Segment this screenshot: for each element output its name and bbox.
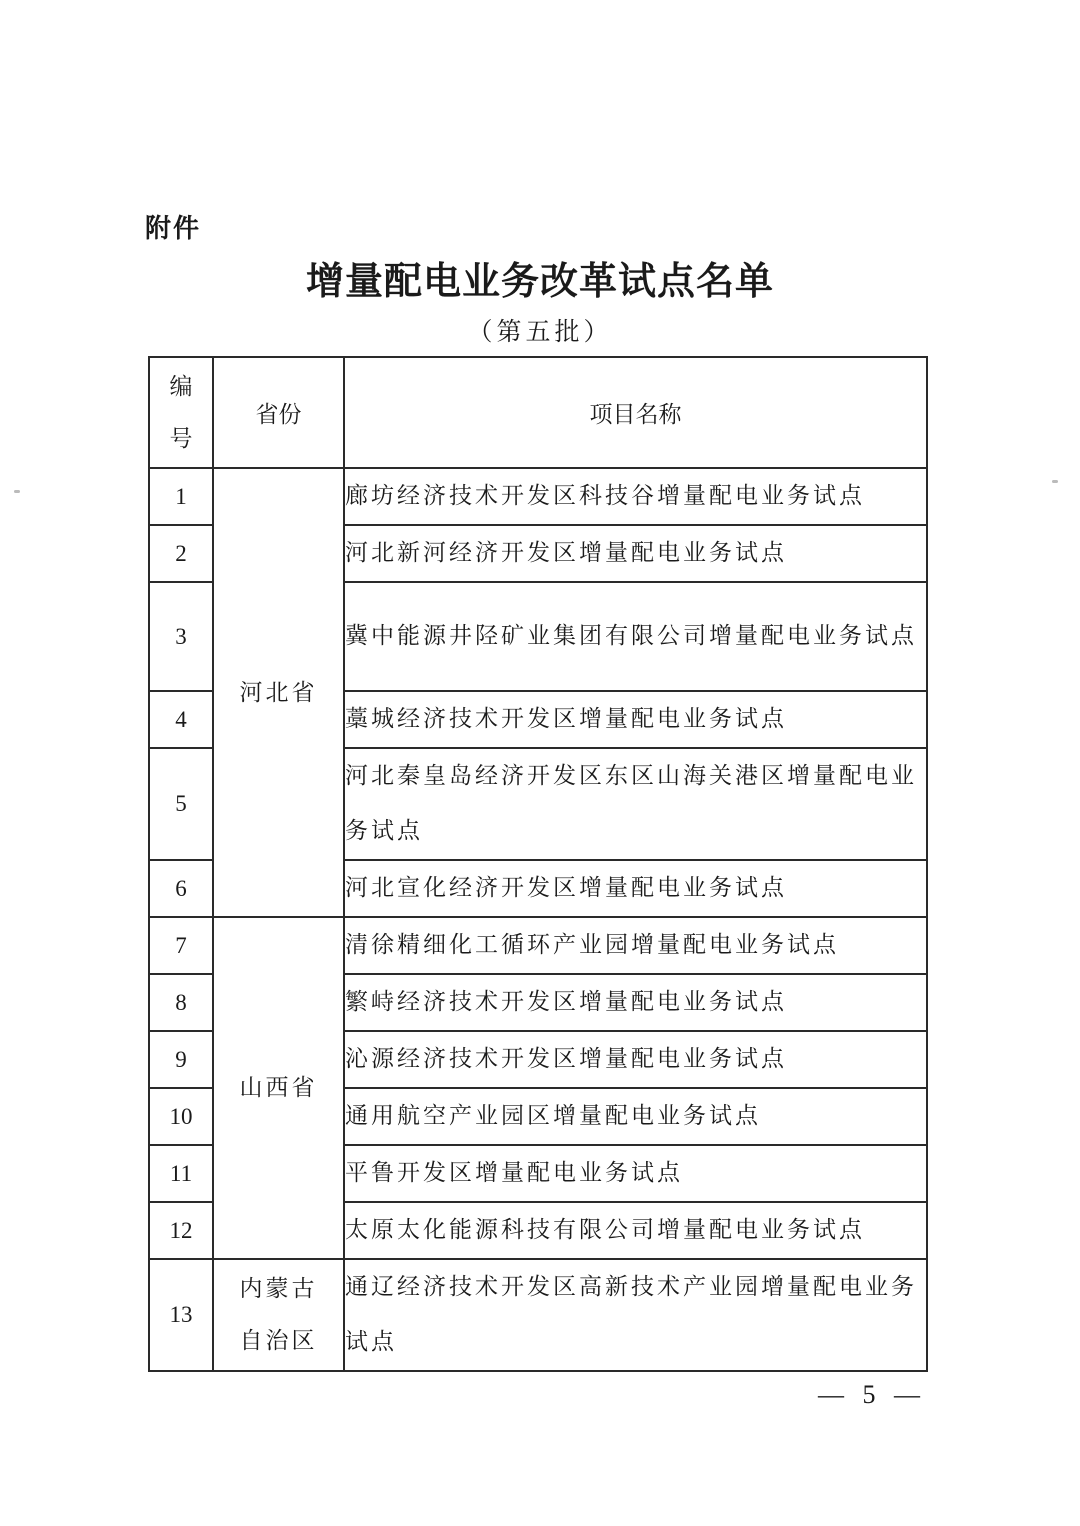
project-name: 藁城经济技术开发区增量配电业务试点: [344, 691, 927, 748]
scan-speck: [1052, 480, 1058, 483]
pilot-list-table: [148, 356, 928, 1372]
row-number: 9: [149, 1031, 213, 1088]
project-name: 廊坊经济技术开发区科技谷增量配电业务试点: [344, 468, 927, 525]
header-project-name: 项目名称: [344, 357, 927, 468]
row-number: 6: [149, 860, 213, 917]
row-number: 13: [149, 1259, 213, 1371]
row-number: 4: [149, 691, 213, 748]
province-cell: 山西省: [213, 917, 344, 1259]
project-name: 通用航空产业园区增量配电业务试点: [344, 1088, 927, 1145]
header-province: 省份: [213, 357, 344, 468]
project-name: 清徐精细化工循环产业园增量配电业务试点: [344, 917, 927, 974]
attachment-label: 附件: [145, 214, 202, 244]
province-cell: 河北省: [213, 468, 344, 917]
table-row: [149, 468, 927, 525]
project-name: 沁源经济技术开发区增量配电业务试点: [344, 1031, 927, 1088]
project-name: 河北新河经济开发区增量配电业务试点: [344, 525, 927, 582]
province-line1: 内蒙古: [239, 1276, 318, 1302]
project-name: 河北宣化经济开发区增量配电业务试点: [344, 860, 927, 917]
scan-speck: [14, 490, 20, 493]
row-number: 8: [149, 974, 213, 1031]
header-number-line1: 编: [169, 373, 193, 400]
row-number: 5: [149, 748, 213, 860]
project-name: 冀中能源井陉矿业集团有限公司增量配电业务试点: [344, 582, 927, 691]
project-name: 太原太化能源科技有限公司增量配电业务试点: [344, 1202, 927, 1259]
project-name: 通辽经济技术开发区高新技术产业园增量配电业务试点: [344, 1259, 927, 1371]
table-row: [149, 1259, 927, 1371]
document-title: 增量配电业务改革试点名单: [305, 259, 774, 303]
row-number: 11: [149, 1145, 213, 1202]
page-number: — 5 —: [818, 1380, 926, 1409]
row-number: 1: [149, 468, 213, 525]
row-number: 7: [149, 917, 213, 974]
table-row: [149, 917, 927, 974]
province-line2: 自治区: [239, 1328, 318, 1354]
project-name: 繁峙经济技术开发区增量配电业务试点: [344, 974, 927, 1031]
header-number: [149, 357, 213, 468]
row-number: 12: [149, 1202, 213, 1259]
header-number-line2: 号: [169, 425, 193, 452]
project-name: 平鲁开发区增量配电业务试点: [344, 1145, 927, 1202]
project-name: 河北秦皇岛经济开发区东区山海关港区增量配电业务试点: [344, 748, 927, 860]
table-header-row: [149, 357, 927, 468]
row-number: 2: [149, 525, 213, 582]
row-number: 3: [149, 582, 213, 691]
row-number: 10: [149, 1088, 213, 1145]
province-cell: [213, 1259, 344, 1371]
document-subtitle: （第五批）: [467, 317, 613, 346]
